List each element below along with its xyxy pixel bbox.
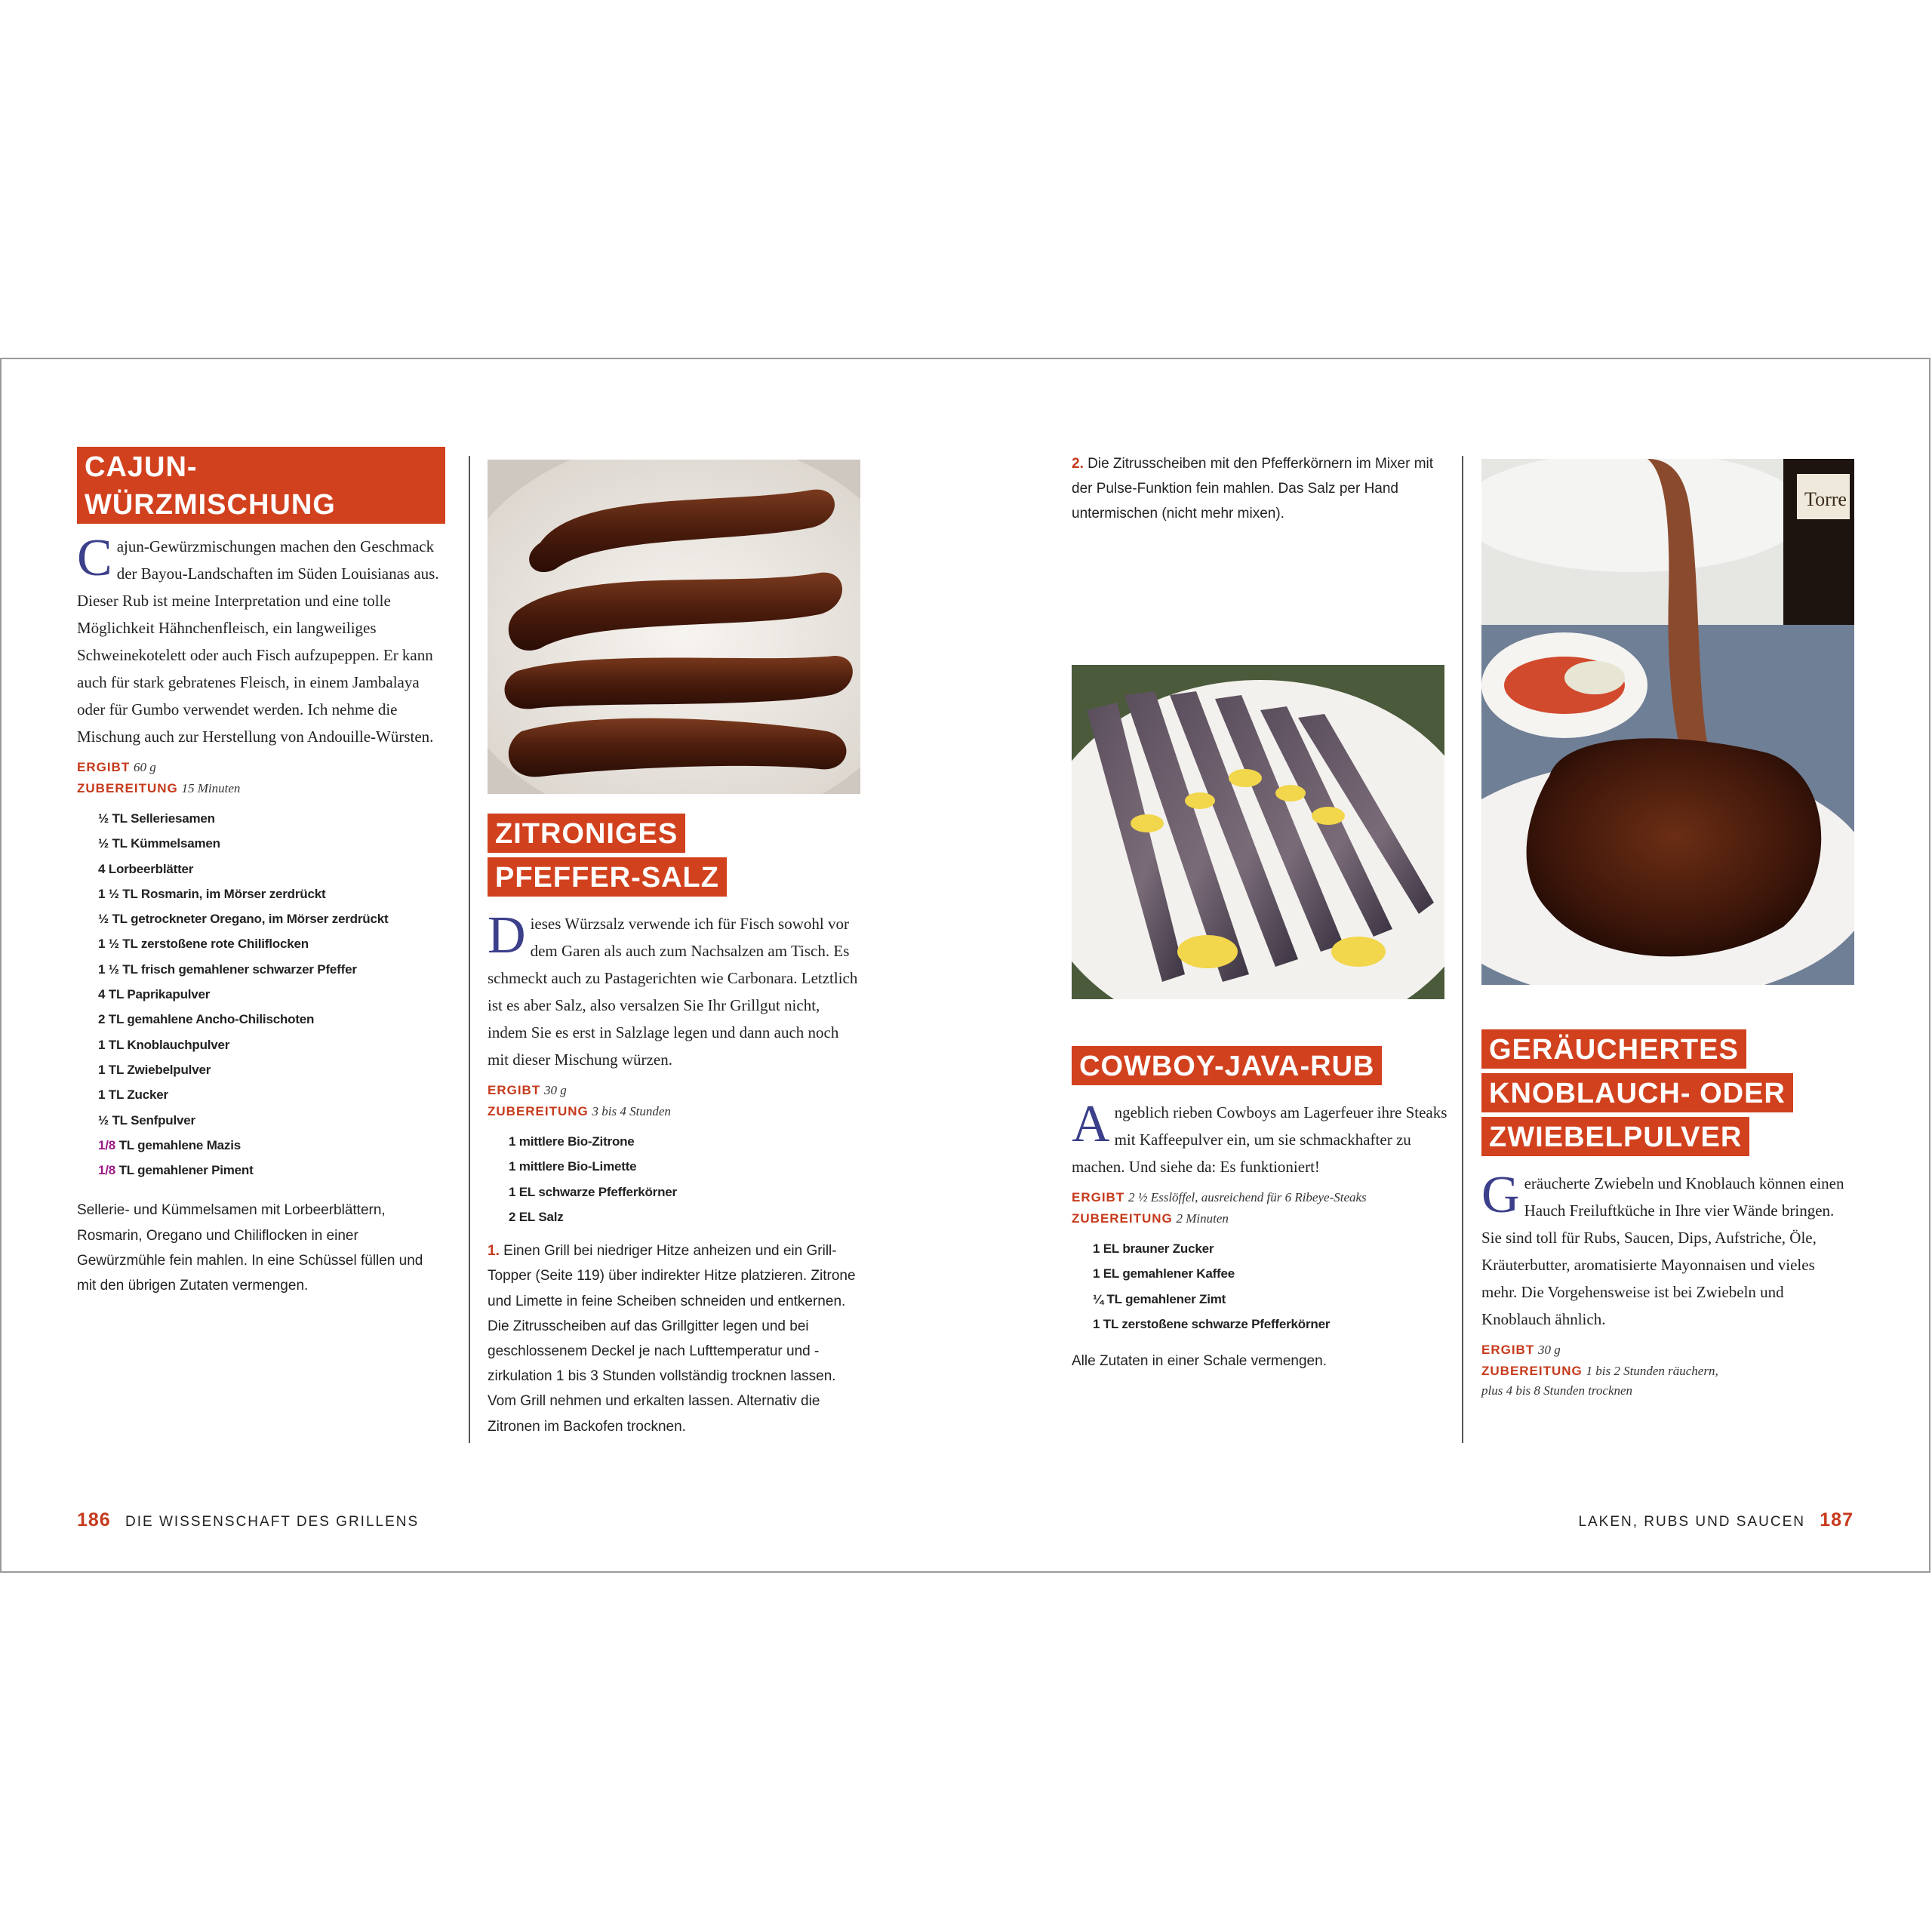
ingredient: 1 TL Knoblauchpulver bbox=[98, 1037, 230, 1052]
ingredient bbox=[98, 1158, 445, 1183]
recipe-title-line2: KNOBLAUCH- ODER bbox=[1481, 1073, 1793, 1112]
ingredient-list bbox=[488, 1129, 862, 1229]
recipe-title-line1: GERÄUCHERTES bbox=[1481, 1029, 1746, 1069]
prep-line bbox=[488, 1102, 862, 1121]
yield-label: ERGIBT bbox=[1481, 1343, 1535, 1357]
fraction: 1/8 bbox=[98, 1163, 116, 1178]
smoked-powder-recipe bbox=[1481, 1029, 1854, 1401]
column-divider bbox=[469, 456, 470, 1443]
ingredient: 1 EL schwarze Pfefferkörner bbox=[509, 1184, 677, 1199]
step-text: Einen Grill bei niedriger Hitze anheizen und ein Grill-Topper (Seite 119) über indirekter Hitze platzieren. Zitrone und Limette in feine Scheiben schneiden und entkernen. Die Zitrusscheiben auf das Grillgitter legen und bei geschlossenem Deckel je nach Lufttemperatur und -zirkulation 1 bis 3 Stunden vollständig trocknen lassen. Vom Grill nehmen und erkalten lassen. Alternativ die Zitronen im Backofen trocknen. bbox=[488, 1243, 856, 1435]
fish-photo bbox=[1072, 665, 1444, 999]
sausage-photo bbox=[488, 460, 860, 794]
intro-text: ieses Würzsalz verwende ich für Fisch sowohl vor dem Garen als auch zum Nachsalzen am Tisch. Es schmeckt auch zu Pastagerichten wie Carbonara. Letztlich ist es aber Salz, also versalzen Sie Ihr Grillgut nicht, indem Sie es erst in Salzlage legen und dann auch noch mit dieser Mischung würzen. bbox=[488, 915, 858, 1069]
prep-value-cont: plus 4 bis 8 Stunden trocknen bbox=[1481, 1383, 1633, 1398]
intro-text: ngeblich rieben Cowboys am Lagerfeuer ihre Steaks mit Kaffeepulver ein, um sie schmackhafter zu machen. Und siehe da: Es funktioniert! bbox=[1072, 1103, 1447, 1176]
drop-cap: D bbox=[488, 906, 526, 964]
sausage-image bbox=[488, 460, 860, 794]
method-text: Sellerie- und Kümmelsamen mit Lorbeerblättern, Rosmarin, Oregano und Chiliflocken in einer Gewürzmühle fein mahlen. In eine Schüssel füllen und mit den übrigen Zutaten vermengen. bbox=[77, 1202, 423, 1294]
recipe-intro bbox=[77, 529, 445, 750]
zitroniges-continued bbox=[1072, 451, 1449, 527]
column-divider bbox=[1462, 456, 1463, 1443]
page-number-right: 187 bbox=[1820, 1509, 1854, 1531]
prep-value: 15 Minuten bbox=[181, 781, 241, 795]
step-number: 2. bbox=[1072, 456, 1084, 472]
intro-text: eräucherte Zwiebeln und Knoblauch können einen Hauch Freiluftküche in Ihre vier Wände bringen. Sie sind toll für Rubs, Saucen, Dips, Aufstriche, Öle, Kräuterbutter, aromatisierte Mayonnaisen und vieles mehr. Die Vorgehensweise ist bei Zwiebeln und Knoblauch ähnlich. bbox=[1481, 1174, 1844, 1328]
yield-value: 30 g bbox=[1537, 1343, 1561, 1357]
ingredient: 4 Lorbeerblätter bbox=[98, 861, 194, 876]
drop-cap: G bbox=[1481, 1166, 1520, 1224]
drop-cap: A bbox=[1072, 1095, 1110, 1153]
yield-value: 30 g bbox=[543, 1083, 567, 1097]
method-text: Alle Zutaten in einer Schale vermengen. bbox=[1072, 1353, 1327, 1370]
running-head-right: LAKEN, RUBS UND SAUCEN bbox=[1578, 1514, 1805, 1530]
step-text: Die Zitrusscheiben mit den Pfefferkörnern im Mixer mit der Pulse-Funktion fein mahlen. Das Salz per Hand untermischen (nicht mehr mixen). bbox=[1072, 456, 1434, 522]
ingredient: ¼ TL gemahlener Zimt bbox=[1093, 1291, 1226, 1306]
yield-label: ERGIBT bbox=[488, 1083, 541, 1097]
ingredient: ½ TL Kümmelsamen bbox=[98, 836, 220, 851]
yield-line bbox=[77, 758, 445, 777]
cajun-recipe bbox=[77, 447, 445, 1298]
wine-label-text: Torre bbox=[1804, 488, 1847, 510]
ingredient: 1 ½ TL frisch gemahlener schwarzer Pfeffer bbox=[98, 961, 357, 977]
ingredient: 1 EL gemahlener Kaffee bbox=[1093, 1266, 1235, 1281]
ingredient: 2 EL Salz bbox=[509, 1209, 564, 1224]
step-2 bbox=[1072, 451, 1449, 527]
prep-label: ZUBEREITUNG bbox=[77, 781, 178, 795]
prep-value: 1 bis 2 Stunden räuchern, bbox=[1586, 1364, 1718, 1378]
ingredient: ½ TL getrockneter Oregano, im Mörser zerdrückt bbox=[98, 912, 389, 927]
recipe-title: CAJUN-WÜRZMISCHUNG bbox=[77, 447, 445, 524]
ingredient: 1 ½ TL zerstoßene rote Chiliflocken bbox=[98, 937, 309, 952]
steak-photo bbox=[1481, 459, 1854, 985]
prep-line bbox=[1481, 1361, 1854, 1401]
intro-text: ajun-Gewürzmischungen machen den Geschmack der Bayou-Landschaften im Süden Louisianas aus. Dieser Rub ist meine Interpretation und eine tolle Möglichkeit Hähnchenfleisch, ein langweiliges Schweinekotelett oder auch Fisch aufzupeppen. Er kann auch für stark gebratenes Fleisch, in einem Jambalaya oder für Gumbo verwendet werden. Ich nehme die Mischung auch zur Herstellung von Andouille-Würsten. bbox=[77, 537, 439, 746]
recipe-title-line1: ZITRONIGES bbox=[488, 814, 685, 853]
ingredient: 1 EL brauner Zucker bbox=[1093, 1241, 1214, 1256]
ingredient-text: TL gemahlene Mazis bbox=[115, 1137, 241, 1152]
yield-label: ERGIBT bbox=[77, 760, 131, 774]
prep-label: ZUBEREITUNG bbox=[1072, 1211, 1173, 1226]
yield-line bbox=[1072, 1188, 1449, 1208]
ingredient: 1 TL zerstoßene schwarze Pfefferkörner bbox=[1093, 1316, 1331, 1331]
ingredient bbox=[98, 1133, 445, 1158]
ingredient: 1 TL Zwiebelpulver bbox=[98, 1062, 211, 1077]
ingredient: ½ TL Selleriesamen bbox=[98, 811, 215, 826]
recipe-intro bbox=[488, 906, 862, 1073]
ingredient: 2 TL gemahlene Ancho-Chilischoten bbox=[98, 1012, 315, 1027]
yield-value: 60 g bbox=[133, 760, 156, 774]
ingredient: 1 ½ TL Rosmarin, im Mörser zerdrückt bbox=[98, 886, 326, 901]
prep-line bbox=[77, 779, 445, 798]
recipe-title: COWBOY-JAVA-RUB bbox=[1072, 1046, 1382, 1085]
fraction: 1/8 bbox=[98, 1137, 116, 1152]
ingredient-list bbox=[1072, 1236, 1449, 1337]
yield-line bbox=[1481, 1340, 1854, 1360]
yield-line bbox=[488, 1081, 862, 1100]
steak-image bbox=[1481, 459, 1854, 985]
step-1 bbox=[488, 1238, 862, 1439]
prep-value: 2 Minuten bbox=[1176, 1211, 1229, 1226]
ingredient: 1 mittlere Bio-Limette bbox=[509, 1159, 637, 1174]
ingredient-text: TL gemahlener Piment bbox=[115, 1163, 254, 1178]
zitroniges-recipe bbox=[488, 814, 862, 1439]
prep-value: 3 bis 4 Stunden bbox=[592, 1104, 671, 1118]
ingredient: 4 TL Paprikapulver bbox=[98, 987, 211, 1002]
ingredient: 1 TL Zucker bbox=[98, 1088, 168, 1103]
prep-label: ZUBEREITUNG bbox=[1481, 1364, 1583, 1378]
ingredient-list bbox=[77, 806, 445, 1183]
running-head-left: DIE WISSENSCHAFT DES GRILLENS bbox=[125, 1514, 420, 1530]
fish-image bbox=[1072, 665, 1444, 999]
recipe-intro bbox=[1481, 1166, 1854, 1333]
ingredient: 1 mittlere Bio-Zitrone bbox=[509, 1134, 635, 1149]
step-number: 1. bbox=[488, 1243, 500, 1260]
yield-value: 2 ½ Esslöffel, ausreichend für 6 Ribeye-Steaks bbox=[1128, 1190, 1367, 1204]
recipe-title-line2: PFEFFER-SALZ bbox=[488, 857, 727, 897]
ingredient: ½ TL Senfpulver bbox=[98, 1112, 195, 1128]
page-number-left: 186 bbox=[77, 1509, 111, 1531]
prep-line bbox=[1072, 1209, 1449, 1229]
right-folio bbox=[1578, 1509, 1854, 1531]
recipe-title-line3: ZWIEBELPULVER bbox=[1481, 1117, 1749, 1156]
yield-label: ERGIBT bbox=[1072, 1190, 1125, 1204]
cowboy-recipe bbox=[1072, 1046, 1449, 1374]
recipe-intro bbox=[1072, 1095, 1449, 1180]
drop-cap: C bbox=[77, 529, 112, 587]
left-folio bbox=[77, 1509, 419, 1531]
prep-label: ZUBEREITUNG bbox=[488, 1104, 589, 1118]
